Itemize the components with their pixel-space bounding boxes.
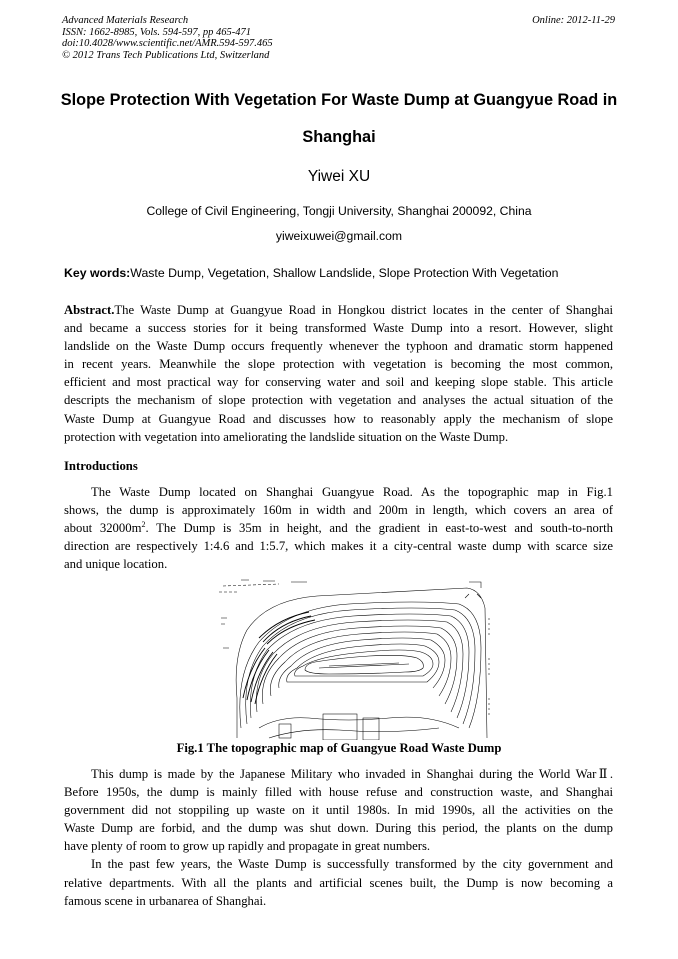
road-edge — [219, 584, 279, 592]
paragraph-line: have plenty of room to grow up rapidly and propagate in great numbers. — [64, 839, 431, 854]
paragraph-line: about $32000m^2$. The Dump is 35m in height, and the gradient in east-to-west and south-to-north — [64, 519, 613, 536]
doi-line: doi:10.4028/www.scientific.net/AMR.594-597.465 — [62, 38, 273, 50]
journal-name: Advanced Materials Research — [62, 15, 189, 26]
paragraph-line: The Waste Dump located on Shanghai Guangyue Road. As the topographic map in Fig.1 — [91, 485, 613, 499]
author-email: yiweixuwei@gmail.com — [275, 229, 403, 243]
keywords-label: Key words: — [64, 266, 131, 280]
contour-line — [262, 626, 457, 704]
contour-line — [270, 632, 451, 696]
topographic-map-figure — [219, 578, 491, 740]
paragraph-line: and unique location. — [64, 557, 168, 572]
abstract-line: Waste Dump at Guangyue Road and discusses how to reasonably apply the mechanism of slope — [64, 411, 613, 426]
abstract-line: descripts the mechanism of slope protection with vegetation and analyses the actual situation of the — [64, 393, 613, 408]
abstract-line: and became a success stories for it being transformed Waste Dump into a resort. However, slight — [64, 321, 613, 336]
keywords-text: Waste Dump, Vegetation, Shallow Landslide, Slope Protection With Vegetation — [130, 266, 559, 280]
paragraph-line: In the past few years, the Waste Dump is successfully transformed by the city government and — [91, 857, 613, 872]
author-affiliation: College of Civil Engineering, Tongji University, Shanghai 200092, China — [146, 204, 532, 218]
paragraph-line: direction are respectively 1:4.6 and 1:5.7, which makes it a city-central waste dump with scarce size — [64, 539, 613, 554]
superscript: 2 — [141, 519, 146, 529]
copyright-line: © 2012 Trans Tech Publications Ltd, Switzerland — [62, 49, 270, 61]
paragraph-line: Before 1950s, the dump is mainly filled with house refuse and construction waste, and Shanghai — [64, 785, 613, 800]
abstract-line: efficient and most practical way for conserving water and soil and keeping slope stable. This article — [64, 375, 613, 390]
contour-line — [279, 638, 445, 688]
body-paragraphs — [64, 765, 613, 910]
online-date: Online: 2012-11-29 — [532, 15, 615, 26]
paper-title-line-2: Shanghai — [302, 128, 376, 146]
abstract-line: landslide on the Waste Dump occurs frequently whenever the typhoon and dramatic storm happened — [64, 339, 613, 354]
abstract — [64, 301, 613, 446]
contour-line — [287, 644, 439, 682]
figure-caption: Fig.1 The topographic map of Guangyue Road Waste Dump — [176, 741, 502, 755]
paper-title-line-1: Slope Protection With Vegetation For Waste Dump at Guangyue Road in — [60, 91, 618, 109]
abstract-line: Abstract.The Waste Dump at Guangyue Road in Hongkou district locates in the center of Shanghai — [64, 303, 613, 317]
issn-line: ISSN: 1662-8985, Vols. 594-597, pp 465-471 — [62, 26, 251, 38]
abstract-label: Abstract. — [64, 303, 115, 317]
journal-header — [62, 15, 273, 61]
paragraph-line: famous scene in urbanarea of Shanghai. — [64, 893, 267, 908]
contour-line — [295, 650, 433, 676]
abstract-line: protection with vegetation into ameliorating the landslide situation on the Waste Dump. — [64, 429, 509, 444]
abstract-line: in recent years. Meanwhile the slope protection with vegetation is becoming the most common, — [64, 357, 613, 372]
author-name: Yiwei XU — [307, 168, 371, 185]
keywords — [64, 266, 558, 280]
introductions-paragraph — [64, 483, 613, 573]
paragraph-line: relative departments. With all the plants and artificial scenes built, the Dump is now becoming a — [64, 875, 613, 890]
section-heading-introductions: Introductions — [64, 459, 138, 473]
paragraph-line: government did not stoppiling up waste on it until 1980s. In mid 1990s, all the activities on the — [64, 803, 613, 818]
site-boundary — [236, 588, 487, 738]
paragraph-line: shows, the dump is approximately 160m in width and 200m in length, which covers an area of — [64, 503, 613, 518]
paragraph-line: This dump is made by the Japanese Military who invaded in Shanghai during the World WarⅡ. — [91, 767, 613, 781]
paragraph-line: Waste Dump are forbid, and the dump was shut down. During this period, the plants on the dump — [64, 821, 613, 836]
